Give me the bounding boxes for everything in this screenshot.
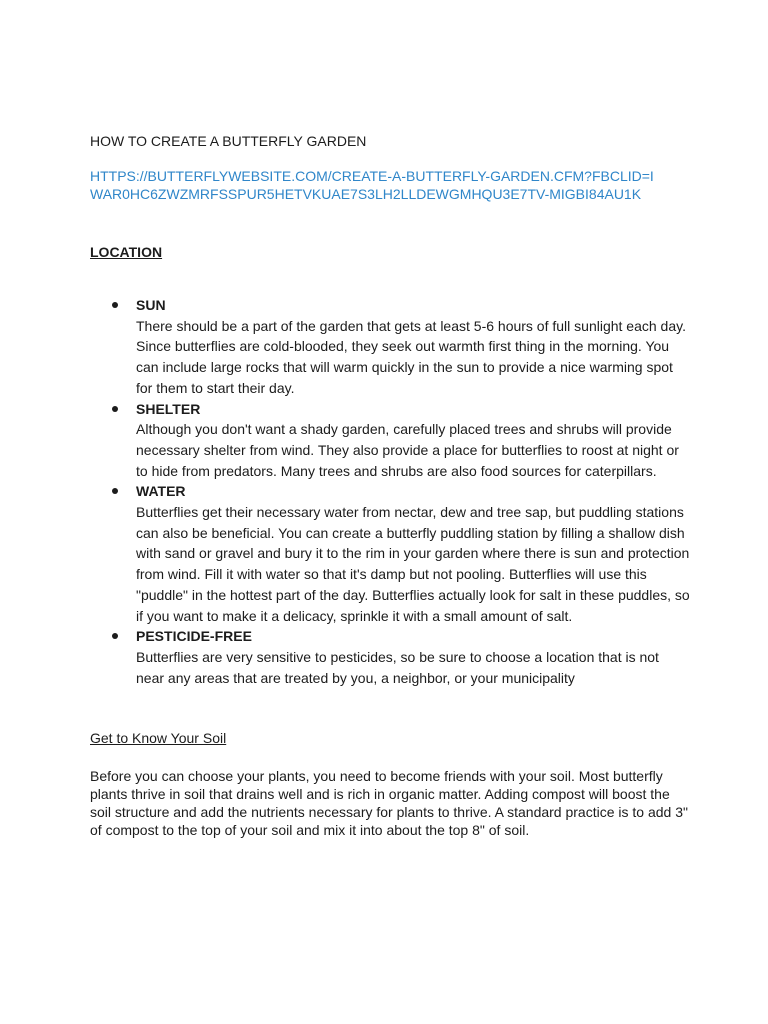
- list-item-title: SUN: [136, 297, 166, 313]
- list-item-title: SHELTER: [136, 400, 201, 417]
- list-item-water: [136, 481, 690, 626]
- list-item-shelter: [136, 399, 690, 482]
- location-list: [90, 295, 690, 688]
- soil-heading: Get to Know Your Soil: [90, 730, 227, 747]
- document-page: [90, 131, 690, 853]
- list-item-pesticide-free: [136, 626, 690, 688]
- list-item-body: Butterflies get their necessary water from nectar, dew and tree sap, but puddling stations can also be beneficial. You can create a butterfly puddling station by filling a shallow dish with sand or gravel and bury it to the rim in your garden where there is sun and protection from wind. Fill it with water so that it's damp but not pooling. Butterflies will use this "puddle" in the hottest part of the day. Butterflies actually look for salt in these puddles, so if you want to make it a delicacy, sprinkle it with a small amount of salt.: [136, 504, 690, 624]
- source-link[interactable]: HTTPS://BUTTERFLYWEBSITE.COM/CREATE-A-BUTTERFLY-GARDEN.CFM?FBCLID=IWAR0HC6ZWZMRFSSPUR5HETVKUAE7S3LH2LLDEWGMHQU3E7TV-MIGBI84AU1K: [90, 168, 654, 202]
- list-item-body: Butterflies are very sensitive to pesticides, so be sure to choose a location that is not near any areas that are treated by you, a neighbor, or your municipality: [136, 648, 659, 686]
- list-item-sun: [136, 295, 690, 399]
- list-item-title: PESTICIDE-FREE: [136, 628, 252, 645]
- soil-paragraph: Before you can choose your plants, you need to become friends with your soil. Most butterfly plants thrive in soil that drains well and is rich in organic matter. Adding compost will boost the soil structure and add the nutrients necessary for plants to thrive. A standard practice is to add 3" of compost to the top of your soil and mix it into about the top 8" of soil.: [90, 768, 688, 839]
- list-item-title: WATER: [136, 483, 186, 500]
- bullet-icon: [112, 302, 118, 308]
- list-item-body: Although you don't want a shady garden, carefully placed trees and shrubs will provide necessary shelter from wind. They also provide a place for butterflies to roost at night or to hide from predators. Many trees and shrubs are also food sources for caterpillars.: [136, 421, 679, 479]
- bullet-icon: [112, 488, 118, 494]
- document-title: HOW TO CREATE A BUTTERFLY GARDEN: [90, 133, 367, 149]
- bullet-icon: [112, 633, 118, 639]
- bullet-icon: [112, 406, 118, 412]
- location-heading: LOCATION: [90, 244, 163, 260]
- list-item-body: There should be a part of the garden that gets at least 5-6 hours of full sunlight each day. Since butterflies are cold-blooded, they seek out warmth first thing in the morning. You can include large rocks that will warm quickly in the sun to provide a nice warming spot for them to start their day.: [136, 317, 686, 396]
